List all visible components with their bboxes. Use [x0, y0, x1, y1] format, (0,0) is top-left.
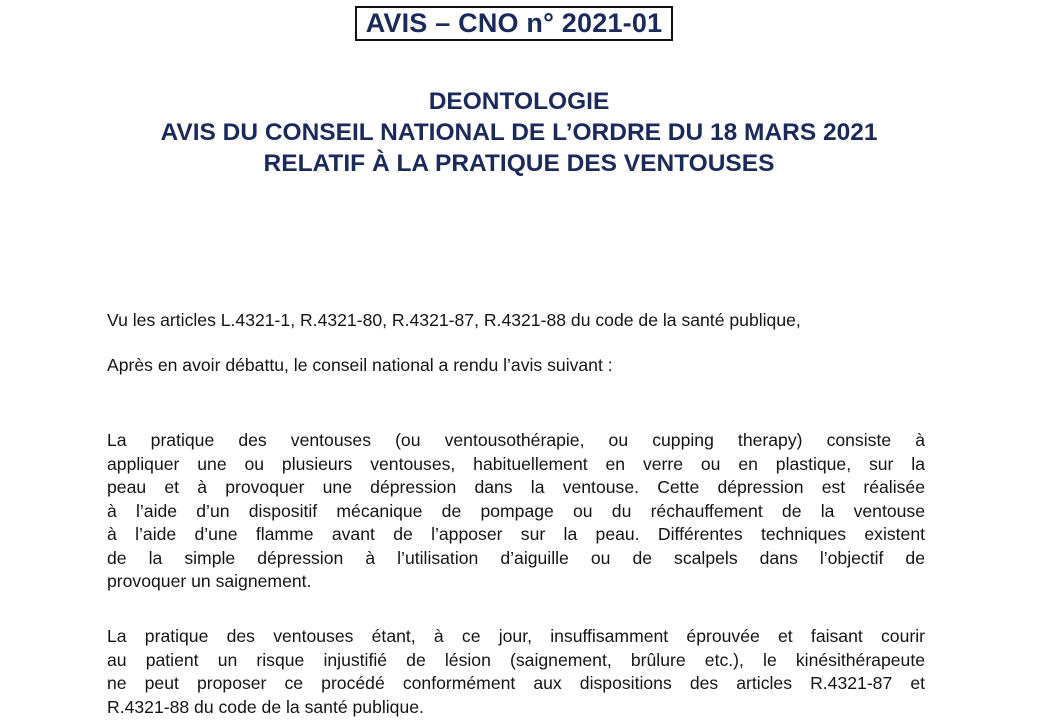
apres-debat-paragraph [107, 354, 925, 378]
description-paragraph [107, 429, 925, 594]
description-line-3: peau et à provoquer une dépression dans la ventouse. Cette dépression est réalisée [107, 477, 925, 497]
description-line-1: La pratique des ventouses (ou ventousothérapie, ou cupping therapy) consiste à [107, 430, 925, 450]
conclusion-line-2: au patient un risque injustifié de lésion (saignement, brûlure etc.), le kinésithérapeute [107, 649, 925, 670]
apres-text: Après en avoir débattu, le conseil national a rendu l’avis suivant : [107, 355, 613, 375]
document-title [0, 86, 1038, 179]
title-line-deontologie: DEONTOLOGIE [428, 88, 610, 115]
description-line-5: à l’aide d’une flamme avant de l’apposer sur la peau. Différentes techniques existent [107, 524, 925, 544]
conclusion-line-3: ne peut proposer ce procédé conformément aux dispositions des articles R.4321-87 et [107, 673, 925, 693]
vu-les-articles-paragraph [107, 309, 925, 333]
description-line-4: à l’aide d’un dispositif mécanique de pompage ou du réchauffement de la ventouse [107, 500, 925, 521]
title-line-relatif: RELATIF À LA PRATIQUE DES VENTOUSES [263, 150, 775, 177]
conclusion-paragraph [107, 625, 925, 719]
vu-text: Vu les articles L.4321-1, R.4321-80, R.4321-87, R.4321-88 du code de la santé publique, [107, 310, 801, 330]
conclusion-line-1: La pratique des ventouses étant, à ce jour, insuffisamment éprouvée et faisant courir [107, 626, 925, 646]
title-line-avis: AVIS DU CONSEIL NATIONAL DE L’ORDRE DU 18 MARS 2021 [160, 119, 878, 146]
avis-reference-box [355, 6, 673, 41]
description-line-6: de la simple dépression à l’utilisation d’aiguille ou de scalpels dans l’objectif de [107, 547, 925, 568]
conclusion-line-4: R.4321-88 du code de la santé publique. [107, 696, 424, 717]
avis-reference-label: AVIS – CNO n° 2021-01 [365, 8, 663, 38]
description-line-2: appliquer une ou plusieurs ventouses, habituellement en verre ou en plastique, sur la [107, 453, 925, 474]
description-line-7: provoquer un saignement. [107, 571, 312, 591]
